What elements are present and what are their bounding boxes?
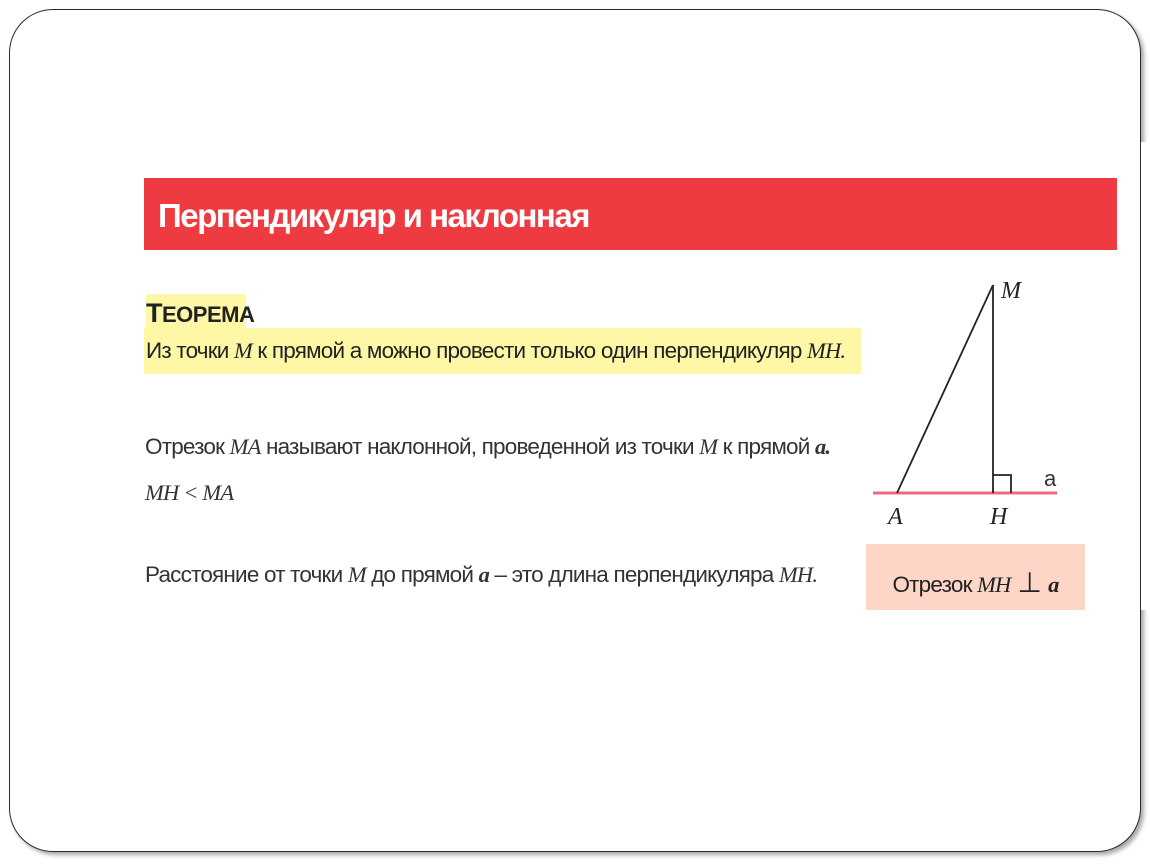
text-part: называют наклонной, проведенной из точки [260, 434, 700, 459]
theorem-label-initial: Т [146, 298, 162, 328]
var-mh: MH. [778, 562, 818, 587]
text-part: – это длина перпендикуляра [489, 562, 779, 587]
label-point-h: H [990, 504, 1008, 530]
var-a: a [1048, 572, 1059, 597]
perpendicular-symbol: ⊥ [1010, 567, 1049, 598]
oblique-ma [897, 285, 993, 493]
perpendicular-notation [866, 566, 1085, 599]
text-part: к прямой [717, 434, 815, 459]
theorem-statement [144, 328, 861, 374]
title-banner [144, 178, 1117, 250]
page-title: Перпендикуляр и наклонная [158, 197, 589, 234]
theorem-text-part: к прямой a можно провести только один перпендикуляр [251, 338, 808, 363]
theorem-text-part: Из точки [146, 338, 234, 363]
distance-definition [145, 562, 817, 588]
right-angle-mark [993, 475, 1011, 493]
var-a: a [478, 562, 490, 587]
inequality-line [145, 480, 233, 506]
perpendicular-notation-box [866, 544, 1085, 610]
slide-edge-gap [1141, 142, 1149, 610]
perpendicular-diagram [860, 270, 1070, 540]
oblique-definition [145, 434, 830, 460]
var-m: M [699, 434, 718, 459]
theorem-var-m: M [234, 338, 252, 363]
label-point-a: A [888, 504, 903, 530]
label-line-a: a [1044, 466, 1057, 491]
text-part: Расстояние от точки [145, 562, 348, 587]
theorem-label [146, 294, 255, 328]
var-a: a. [814, 434, 831, 459]
text-part: Отрезок [145, 434, 230, 459]
theorem-var-mh: MH. [807, 338, 846, 363]
var-ma: MA [229, 434, 261, 459]
label-point-m: M [1001, 278, 1021, 304]
inequality-formula: MH < MA [145, 480, 234, 505]
var-m: M [347, 562, 366, 587]
theorem-label-rest: ЕОРЕМА [162, 302, 255, 327]
var-mh: MH [977, 572, 1011, 597]
text-part: Отрезок [892, 572, 978, 597]
text-part: до прямой [365, 562, 479, 587]
